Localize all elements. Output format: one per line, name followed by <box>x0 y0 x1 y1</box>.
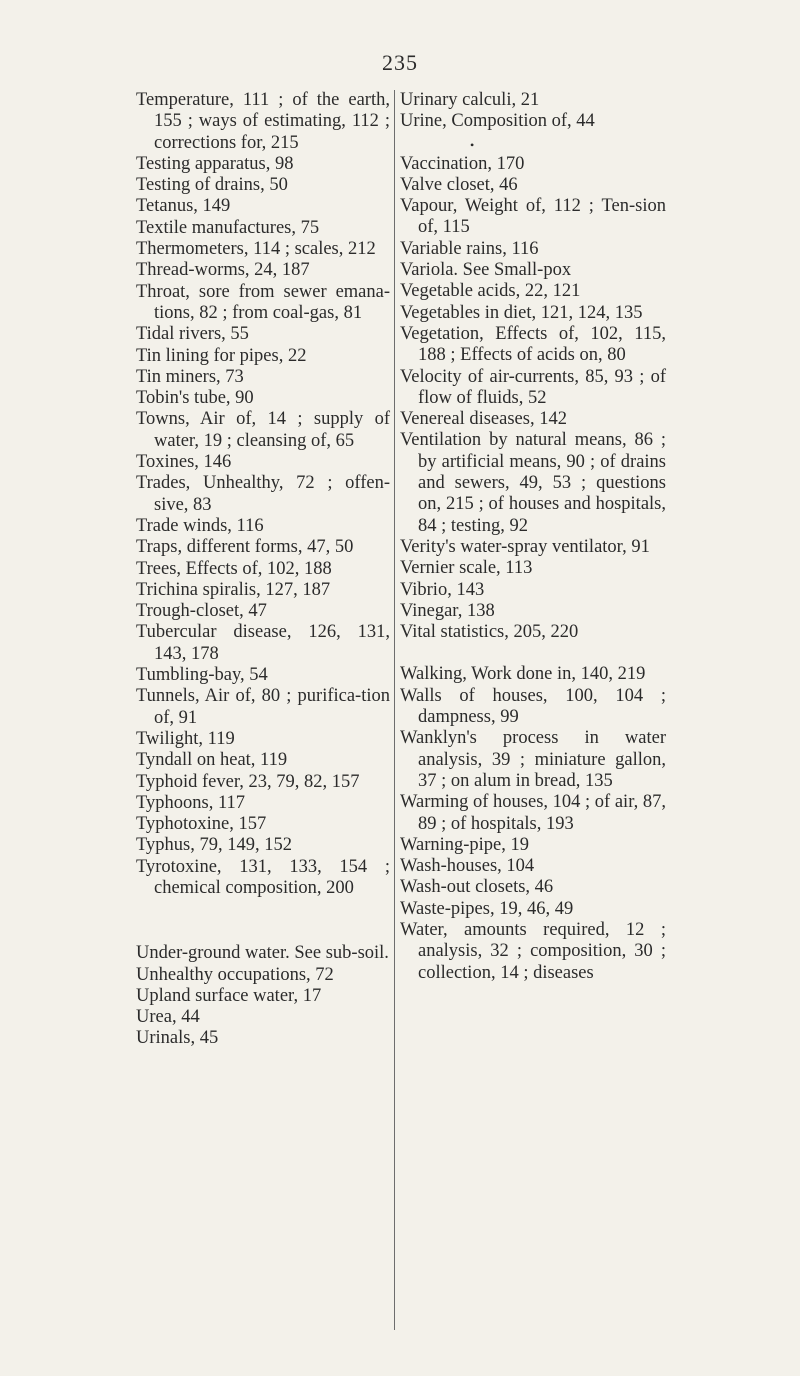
index-column-left <box>136 90 390 1050</box>
index-entry: Warming of houses, 104 ; of air, 87, 89 ; of hospitals, 193 <box>400 792 666 834</box>
index-entry: Tyndall on heat, 119 <box>136 750 288 771</box>
index-entry: Verity's water-spray ventilator, 91 <box>400 536 650 557</box>
index-entry: Vital statistics, 205, 220 <box>400 622 579 643</box>
index-entry: Tunnels, Air of, 80 ; purifica-tion of, 91 <box>136 686 390 728</box>
index-entry: Typhus, 79, 149, 152 <box>136 835 292 856</box>
index-entry: Testing apparatus, 98 <box>136 153 294 174</box>
index-entry: Urine, Composition of, 44 <box>400 111 595 132</box>
index-entry: Velocity of air-currents, 85, 93 ; of flow of fluids, 52 <box>400 366 666 408</box>
index-entry: Tumbling-bay, 54 <box>136 665 268 686</box>
index-entry: Urea, 44 <box>136 1007 200 1028</box>
index-entry: Trichina spiralis, 127, 187 <box>136 579 331 600</box>
index-entry: Urinals, 45 <box>136 1028 219 1049</box>
section-gap <box>136 899 390 943</box>
page-number: 235 <box>382 50 418 75</box>
index-entry: Trades, Unhealthy, 72 ; offen-sive, 83 <box>136 473 390 515</box>
index-group-w <box>400 664 666 983</box>
index-entry: Trees, Effects of, 102, 188 <box>136 558 332 579</box>
index-entry: Upland surface water, 17 <box>136 985 322 1006</box>
index-entry: Wash-out closets, 46 <box>400 877 554 898</box>
index-entry: Vegetable acids, 22, 121 <box>400 281 581 302</box>
index-entry: Vibrio, 143 <box>400 579 485 600</box>
index-entry: Water, amounts required, 12 ; analysis, 32 ; composition, 30 ; collection, 14 ; diseases <box>400 919 666 983</box>
index-column-right <box>400 90 666 984</box>
index-entry: Trough-closet, 47 <box>136 601 267 622</box>
section-divider <box>400 133 666 154</box>
index-entry: Under-ground water. See sub-soil. <box>136 943 389 964</box>
index-entry: Walls of houses, 100, 104 ; dampness, 99 <box>400 685 666 728</box>
index-entry: Tubercular disease, 126, 131, 143, 178 <box>136 622 390 664</box>
index-entry: Tin lining for pipes, 22 <box>136 345 307 366</box>
index-entry: Thermometers, 114 ; scales, 212 <box>136 239 376 260</box>
index-entry: Urinary calculi, 21 <box>400 90 540 110</box>
index-entry: Traps, different forms, 47, 50 <box>136 537 354 558</box>
index-entry: Vernier scale, 113 <box>400 558 533 579</box>
index-entry: Ventilation by natural means, 86 ; by artificial means, 90 ; of drains and sewers, 49, 53 ; questions on, 215 ; of houses and hospitals, 84 ; testing, 92 <box>400 430 666 536</box>
index-group-u <box>136 943 390 1049</box>
index-entry: Vegetation, Effects of, 102, 115, 188 ; Effects of acids on, 80 <box>400 323 666 366</box>
index-entry: Throat, sore from sewer emana-tions, 82 ; from coal-gas, 81 <box>136 281 390 323</box>
index-entry: Tin miners, 73 <box>136 366 244 387</box>
index-entry: Vapour, Weight of, 112 ; Ten-sion of, 115 <box>400 196 666 238</box>
index-entry: Valve closet, 46 <box>400 174 518 195</box>
index-entry: Wash-houses, 104 <box>400 856 535 877</box>
column-divider <box>394 90 395 1330</box>
index-entry: Variable rains, 116 <box>400 238 539 259</box>
index-entry: Venereal diseases, 142 <box>400 409 567 430</box>
index-entry: Toxines, 146 <box>136 452 232 473</box>
index-entry: Tobin's tube, 90 <box>136 388 254 409</box>
index-entry: Typhoid fever, 23, 79, 82, 157 <box>136 771 360 792</box>
index-group-v <box>400 154 666 644</box>
index-entry: Warning-pipe, 19 <box>400 834 530 855</box>
index-entry: Walking, Work done in, 140, 219 <box>400 664 646 685</box>
index-entry: Trade winds, 116 <box>136 515 264 536</box>
index-entry: Unhealthy occupations, 72 <box>136 964 334 985</box>
index-entry: Tetanus, 149 <box>136 196 231 217</box>
index-entry: Vegetables in diet, 121, 124, 135 <box>400 302 643 323</box>
index-entry: Vaccination, 170 <box>400 153 525 174</box>
index-entry: Temperature, 111 ; of the earth, 155 ; ways of estimating, 112 ; corrections for, 215 <box>136 90 390 153</box>
index-entry: Variola. See Small-pox <box>400 260 572 281</box>
index-entry: Twilight, 119 <box>136 728 235 749</box>
index-group-u-continued <box>400 90 666 133</box>
index-entry: Tyrotoxine, 131, 133, 154 ; chemical composition, 200 <box>136 856 390 898</box>
index-entry: Thread-worms, 24, 187 <box>136 260 310 281</box>
index-entry: Vinegar, 138 <box>400 600 495 621</box>
section-gap <box>400 643 666 664</box>
index-entry: Tidal rivers, 55 <box>136 324 249 345</box>
index-entry: Textile manufactures, 75 <box>136 217 320 238</box>
index-entry: Waste-pipes, 19, 46, 49 <box>400 898 574 919</box>
index-entry: Wanklyn's process in water analysis, 39 ; miniature gallon, 37 ; on alum in bread, 135 <box>400 728 666 791</box>
index-entry: Typhoons, 117 <box>136 792 246 813</box>
index-entry: Towns, Air of, 14 ; supply of water, 19 ; cleansing of, 65 <box>136 409 390 451</box>
section-dot: • <box>470 137 475 152</box>
index-entry: Testing of drains, 50 <box>136 175 288 196</box>
index-group-t <box>136 90 390 899</box>
index-entry: Typhotoxine, 157 <box>136 814 267 835</box>
